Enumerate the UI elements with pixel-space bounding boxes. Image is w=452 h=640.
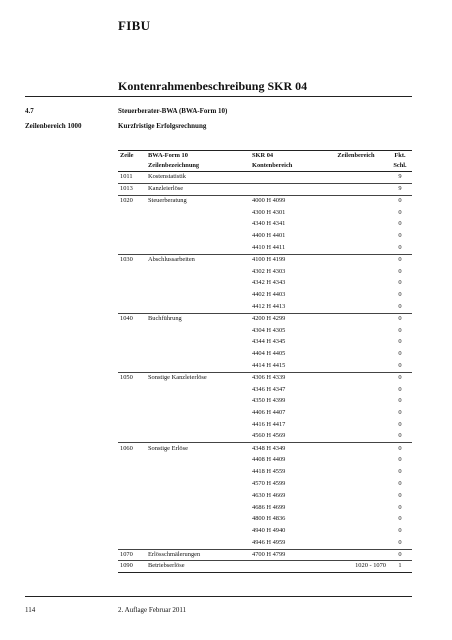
row-bereich (324, 407, 388, 419)
row-zeile (118, 514, 146, 526)
row-bereich (324, 301, 388, 313)
row-bereich (324, 278, 388, 290)
row-bereich (324, 455, 388, 467)
row-skr: 4350 H 4399 (252, 397, 286, 405)
row-zeile: 1090 (120, 562, 133, 570)
row-name (146, 478, 250, 490)
table-row (118, 502, 412, 514)
row-zeile (118, 478, 146, 490)
row-bereich (324, 289, 388, 301)
row-skr: 4404 H 4405 (252, 350, 286, 358)
row-skr: 4940 H 4940 (252, 527, 286, 535)
row-name (146, 289, 250, 301)
row-name (146, 525, 250, 537)
table-body (118, 172, 412, 573)
row-bereich (324, 254, 388, 266)
row-zeile: 1040 (120, 315, 133, 322)
row-fkt: 0 (398, 243, 402, 251)
header-fkt (388, 151, 412, 172)
header-skr-line1: SKR 04 (252, 152, 274, 159)
row-fkt: 0 (398, 338, 402, 346)
row-bereich (324, 207, 388, 219)
row-skr: 4686 H 4699 (252, 503, 286, 511)
row-bereich (324, 230, 388, 242)
row-bereich: 1020 - 1070 (355, 562, 386, 570)
row-zeile (118, 384, 146, 396)
row-zeile: 1050 (120, 373, 133, 381)
table-row (118, 348, 412, 360)
table-row (118, 384, 412, 396)
row-name (146, 514, 250, 526)
header-bereich (324, 151, 388, 172)
row-bereich (324, 466, 388, 478)
row-skr: 4200 H 4299 (252, 315, 286, 322)
header-name (146, 151, 250, 172)
row-fkt: 0 (398, 361, 402, 369)
table-row (118, 549, 412, 561)
row-fkt: 0 (398, 420, 402, 428)
row-bereich (324, 431, 388, 443)
range-title: Kurzfristige Erfolgsrechnung (118, 122, 207, 130)
row-zeile (118, 219, 146, 231)
table-row (118, 325, 412, 337)
row-name (146, 337, 250, 349)
row-skr: 4570 H 4599 (252, 479, 286, 487)
row-skr: 4400 H 4401 (252, 232, 286, 240)
row-fkt: 0 (398, 302, 402, 310)
row-fkt: 0 (398, 491, 402, 499)
row-name (146, 219, 250, 231)
row-skr: 4302 H 4303 (252, 267, 286, 275)
row-skr: 4414 H 4415 (252, 361, 286, 369)
row-fkt: 0 (398, 397, 402, 405)
row-skr: 4410 H 4411 (252, 243, 286, 251)
row-zeile (118, 301, 146, 313)
row-skr: 4402 H 4403 (252, 291, 286, 299)
row-fkt: 0 (398, 220, 402, 228)
row-fkt: 0 (398, 456, 402, 464)
row-name (146, 207, 250, 219)
row-fkt: 0 (398, 527, 402, 535)
row-name (146, 348, 250, 360)
table-row (118, 183, 412, 195)
accounts-table (118, 150, 412, 573)
row-bereich (324, 537, 388, 549)
row-fkt: 0 (398, 503, 402, 511)
row-zeile (118, 431, 146, 443)
row-bereich (324, 514, 388, 526)
row-bereich (324, 384, 388, 396)
row-name (146, 419, 250, 431)
row-bereich (324, 219, 388, 231)
row-name (146, 537, 250, 549)
table-row (118, 455, 412, 467)
table-row (118, 289, 412, 301)
table-row (118, 514, 412, 526)
header-fkt-line1: Fkt. (394, 152, 406, 159)
row-skr: 4946 H 4959 (252, 538, 286, 546)
table-row (118, 466, 412, 478)
row-name (146, 490, 250, 502)
row-skr (250, 172, 324, 184)
edition-note: 2. Auflage Februar 2011 (118, 606, 187, 614)
row-zeile (118, 525, 146, 537)
row-name (146, 384, 250, 396)
row-bereich (324, 502, 388, 514)
row-zeile (118, 466, 146, 478)
row-skr: 4342 H 4343 (252, 279, 286, 287)
row-bereich (324, 372, 388, 384)
row-name (146, 325, 250, 337)
row-fkt: 0 (398, 385, 402, 393)
row-bereich (324, 490, 388, 502)
row-skr (250, 561, 324, 573)
row-skr: 4304 H 4305 (252, 326, 286, 334)
row-zeile (118, 278, 146, 290)
row-fkt: 0 (398, 409, 402, 417)
row-skr: 4346 H 4347 (252, 385, 286, 393)
row-skr: 4340 H 4341 (252, 220, 286, 228)
row-fkt: 0 (398, 197, 402, 205)
row-zeile (118, 266, 146, 278)
row-zeile (118, 502, 146, 514)
section-number: 4.7 (25, 107, 34, 115)
table-row (118, 207, 412, 219)
row-name (146, 431, 250, 443)
row-bereich (324, 242, 388, 254)
row-name: Kanzleierlöse (148, 184, 184, 192)
row-fkt: 0 (398, 444, 402, 452)
row-name (146, 396, 250, 408)
table-row (118, 242, 412, 254)
row-skr: 4000 H 4099 (252, 197, 286, 205)
row-bereich (324, 360, 388, 372)
table-row (118, 313, 412, 325)
header-skr-line2: Kontenbereich (252, 162, 293, 169)
row-zeile (118, 289, 146, 301)
row-fkt: 0 (398, 256, 402, 264)
table-row (118, 230, 412, 242)
row-name: Kostenstatistik (148, 173, 186, 181)
table-row (118, 301, 412, 313)
row-name (146, 407, 250, 419)
row-skr: 4418 H 4559 (252, 468, 286, 476)
row-zeile (118, 407, 146, 419)
row-skr: 4700 H 4799 (252, 550, 286, 558)
row-bereich (324, 266, 388, 278)
header-zeile-line1: Zeile (120, 152, 134, 159)
row-fkt: 0 (398, 515, 402, 523)
row-zeile: 1011 (120, 173, 133, 181)
row-bereich (324, 419, 388, 431)
row-zeile (118, 325, 146, 337)
header-name-line1: BWA-Form 10 (148, 152, 188, 159)
row-bereich (324, 337, 388, 349)
row-skr: 4630 H 4669 (252, 491, 286, 499)
table-row (118, 537, 412, 549)
row-zeile: 1060 (120, 444, 133, 452)
row-fkt: 0 (398, 432, 402, 440)
row-name (146, 466, 250, 478)
section-title: Steuerberater-BWA (BWA-Form 10) (118, 107, 228, 115)
row-skr: 4100 H 4199 (252, 256, 286, 264)
row-fkt: 0 (398, 208, 402, 216)
table-row (118, 372, 412, 384)
table-row (118, 419, 412, 431)
table-row (118, 396, 412, 408)
header-zeile (118, 151, 146, 172)
row-bereich (324, 549, 388, 561)
table-row (118, 337, 412, 349)
row-skr: 4344 H 4345 (252, 338, 286, 346)
row-name (146, 266, 250, 278)
row-name: Betriebserlöse (148, 562, 185, 570)
row-bereich (324, 478, 388, 490)
table-row (118, 266, 412, 278)
row-fkt: 0 (398, 373, 402, 381)
table-header (118, 151, 412, 172)
header-name-line2: Zeilenbezeichnung (148, 162, 200, 169)
row-fkt: 1 (398, 562, 402, 570)
row-fkt: 0 (398, 479, 402, 487)
row-name: Steuerberatung (148, 197, 187, 205)
row-bereich (324, 325, 388, 337)
row-bereich (324, 313, 388, 325)
row-zeile (118, 230, 146, 242)
row-fkt: 0 (398, 326, 402, 334)
row-skr: 4306 H 4339 (252, 373, 286, 381)
table-row (118, 561, 412, 573)
row-zeile (118, 207, 146, 219)
row-skr: 4800 H 4836 (252, 515, 286, 523)
row-skr (250, 183, 324, 195)
row-zeile (118, 337, 146, 349)
page-number: 114 (25, 606, 36, 614)
table-row (118, 278, 412, 290)
range-label: Zeilenbereich 1000 (25, 122, 82, 130)
row-name: Abschlussarbeiten (148, 256, 195, 264)
row-skr: 4412 H 4413 (252, 302, 286, 310)
row-bereich (324, 172, 388, 184)
header-bereich-line2 (326, 161, 386, 171)
row-bereich (324, 525, 388, 537)
row-bereich (324, 183, 388, 195)
row-fkt: 0 (398, 232, 402, 240)
table-row (118, 525, 412, 537)
row-name (146, 301, 250, 313)
row-name: Sonstige Kanzleierlöse (148, 373, 207, 381)
row-zeile (118, 348, 146, 360)
table-row (118, 407, 412, 419)
row-zeile (118, 360, 146, 372)
row-name (146, 502, 250, 514)
row-fkt: 0 (398, 350, 402, 358)
table-row (118, 478, 412, 490)
table-row (118, 195, 412, 207)
header-bereich-line1: Zeilenbereich (337, 152, 375, 159)
table-row (118, 431, 412, 443)
row-name (146, 455, 250, 467)
row-fkt: 0 (398, 468, 402, 476)
row-name: Sonstige Erlöse (148, 444, 188, 452)
row-name (146, 242, 250, 254)
row-name: Erlösschmälerungen (148, 550, 201, 558)
table-row (118, 443, 412, 455)
row-fkt: 9 (398, 184, 402, 192)
row-bereich (324, 348, 388, 360)
row-fkt: 0 (398, 538, 402, 546)
row-fkt: 0 (398, 267, 402, 275)
row-skr: 4560 H 4569 (252, 432, 286, 440)
row-zeile (118, 537, 146, 549)
row-fkt: 0 (398, 550, 402, 558)
table-row (118, 219, 412, 231)
row-name (146, 230, 250, 242)
footer-rule (25, 596, 412, 597)
row-bereich (324, 443, 388, 455)
table-row (118, 254, 412, 266)
header-zeile-line2 (120, 161, 144, 171)
row-skr: 4416 H 4417 (252, 420, 286, 428)
row-zeile: 1070 (120, 550, 133, 558)
row-bereich (324, 195, 388, 207)
row-skr: 4408 H 4409 (252, 456, 286, 464)
row-zeile: 1020 (120, 197, 133, 205)
row-zeile (118, 396, 146, 408)
row-skr: 4348 H 4349 (252, 444, 286, 452)
row-fkt: 9 (398, 173, 402, 181)
table-row (118, 490, 412, 502)
header-rule (25, 96, 412, 97)
row-zeile: 1013 (120, 184, 133, 192)
row-zeile (118, 490, 146, 502)
row-fkt: 0 (398, 279, 402, 287)
row-zeile: 1030 (120, 256, 133, 264)
page-header-label: FIBU (118, 18, 151, 33)
header-skr (250, 151, 324, 172)
row-bereich (324, 396, 388, 408)
row-zeile (118, 455, 146, 467)
row-zeile (118, 242, 146, 254)
row-zeile (118, 419, 146, 431)
header-fkt-line2: Schl. (393, 162, 407, 169)
row-fkt: 0 (398, 315, 402, 322)
row-skr: 4300 H 4301 (252, 208, 286, 216)
row-name (146, 278, 250, 290)
row-name (146, 360, 250, 372)
table-row (118, 360, 412, 372)
document-title: Kontenrahmenbeschreibung SKR 04 (118, 79, 308, 93)
row-name: Buchführung (148, 315, 182, 322)
row-skr: 4406 H 4407 (252, 409, 286, 417)
table-row (118, 172, 412, 184)
row-fkt: 0 (398, 291, 402, 299)
